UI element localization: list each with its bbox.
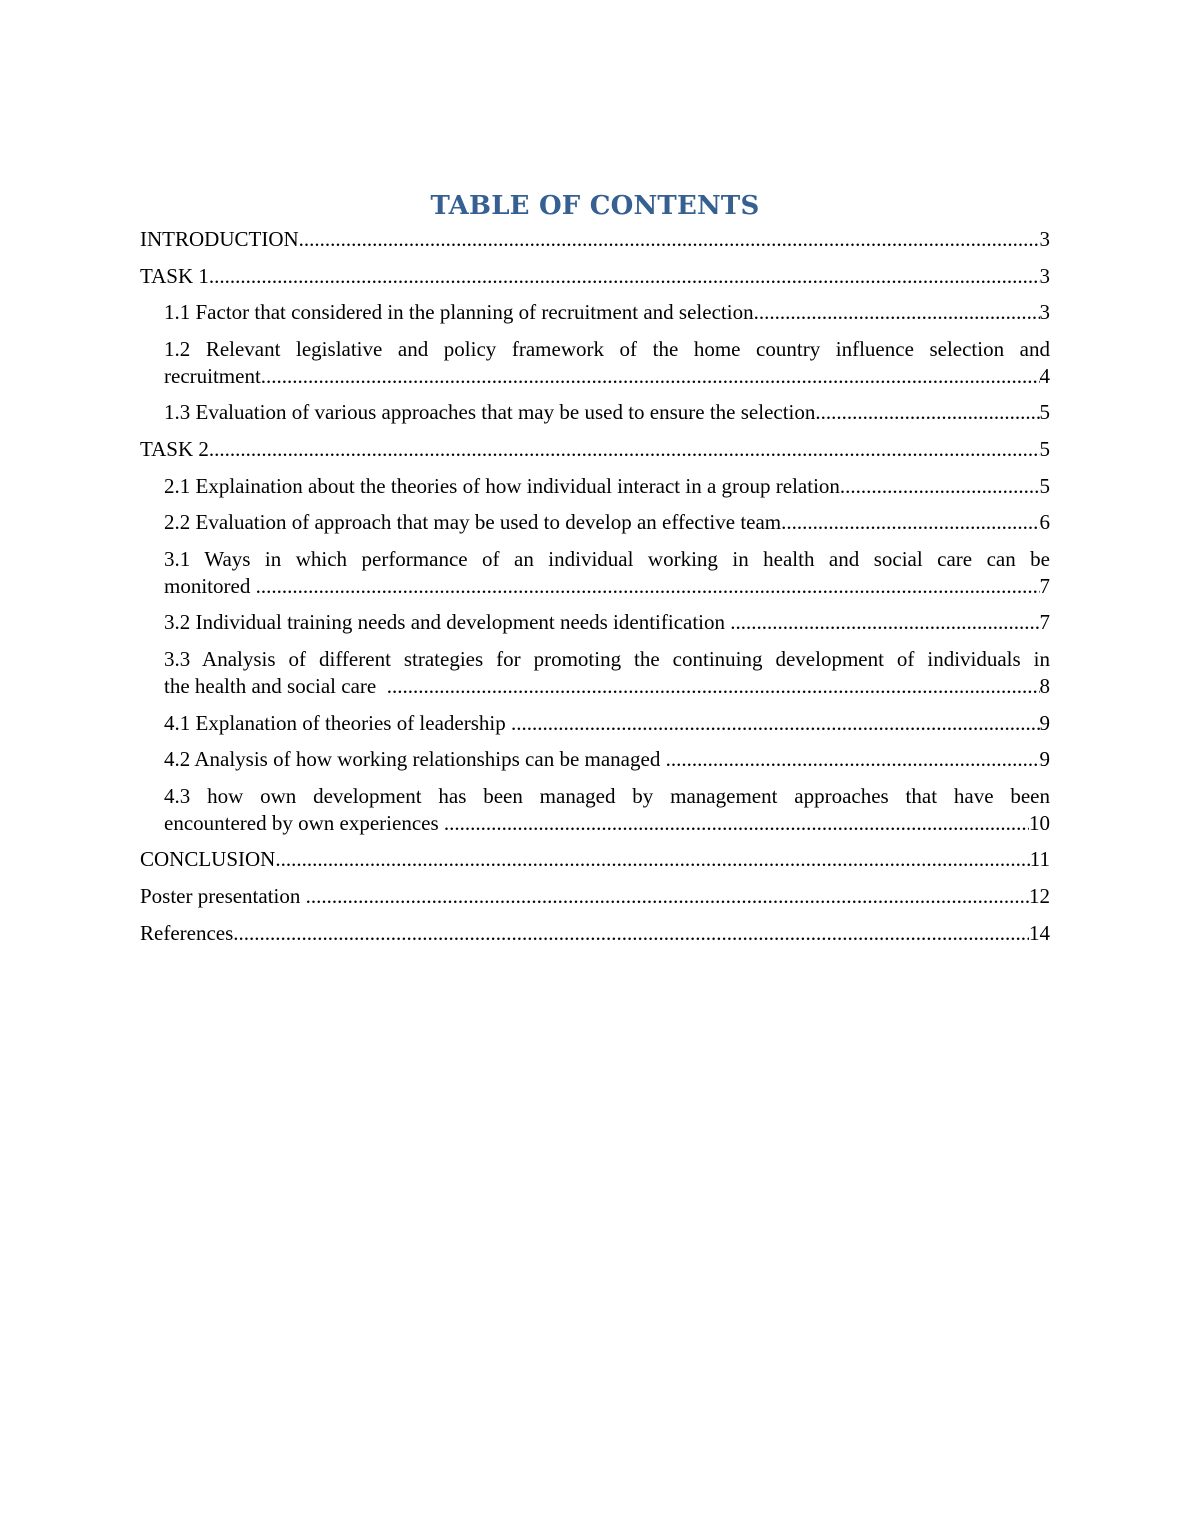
toc-entry-introduction[interactable] (140, 226, 1050, 253)
toc-page-number: 10 (1029, 810, 1050, 835)
toc-entry-4-2[interactable] (164, 746, 1050, 773)
dot-leader (666, 746, 1040, 773)
toc-entry-poster-presentation[interactable] (140, 883, 1050, 910)
toc-entry-1-1[interactable] (164, 299, 1050, 326)
toc-entry-task-2[interactable] (140, 436, 1050, 463)
toc-entry-text: 2.1 Explaination about the theories of how individual interact in a group relation (164, 473, 840, 498)
toc-page-number: 3 (1039, 227, 1050, 251)
toc-entry-text-line-2: the health and social care (164, 673, 387, 698)
dot-leader (815, 399, 1039, 426)
dot-leader (261, 363, 1040, 390)
toc-page-number: 7 (1039, 573, 1050, 598)
toc-entry-text: References (140, 920, 234, 945)
toc-entry-1-2[interactable] (164, 336, 1050, 390)
toc-entry-text: 1.3 Evaluation of various approaches that may be used to ensure the selection (164, 400, 816, 425)
dot-leader (754, 299, 1040, 326)
toc-entry-text: 4.2 Analysis of how working relationships can be managed (164, 747, 666, 772)
toc-entry-text-line-2: encountered by own experiences (164, 810, 444, 835)
toc-page-number: 8 (1039, 673, 1050, 698)
toc-entry-3-1[interactable] (164, 546, 1050, 600)
toc-page-number: 3 (1039, 300, 1050, 325)
toc-page-number: 4 (1039, 363, 1050, 388)
toc-entry-task-1[interactable] (140, 263, 1050, 290)
toc-entry-4-3[interactable] (164, 783, 1050, 837)
toc-entry-text-line-1: 4.3 how own development has been managed by management approaches that have been (164, 783, 1050, 808)
dot-leader (444, 810, 1029, 837)
toc-entry-4-1[interactable] (164, 710, 1050, 737)
dot-leader (306, 883, 1029, 910)
toc-page-number: 9 (1039, 747, 1050, 772)
toc-entry-text: INTRODUCTION (140, 227, 299, 251)
toc-entry-text-line-2: recruitment (164, 363, 261, 388)
dot-leader (387, 673, 1040, 700)
dot-leader (781, 509, 1039, 536)
toc-list (140, 226, 1050, 947)
toc-entry-2-1[interactable] (164, 473, 1050, 500)
toc-entry-text: 1.1 Factor that considered in the planning of recruitment and selection (164, 300, 754, 325)
toc-page-number: 5 (1039, 473, 1050, 498)
toc-page-number: 5 (1039, 436, 1050, 461)
dot-leader (299, 226, 1040, 253)
dot-leader (511, 710, 1040, 737)
toc-page-number: 9 (1039, 710, 1050, 735)
toc-entry-conclusion[interactable] (140, 846, 1050, 873)
toc-entry-1-3[interactable] (164, 399, 1050, 426)
toc-entry-text-line-1: 1.2 Relevant legislative and policy framework of the home country influence selection and (164, 336, 1050, 361)
toc-page-number: 6 (1039, 510, 1050, 535)
toc-page-number: 11 (1029, 847, 1050, 872)
toc-entry-text: TASK 2 (140, 436, 209, 461)
toc-page-number: 7 (1039, 610, 1050, 635)
toc-entry-3-3[interactable] (164, 646, 1050, 700)
dot-leader (275, 846, 1029, 873)
toc-entry-text: CONCLUSION (140, 847, 276, 872)
toc-entry-text-line-1: 3.1 Ways in which performance of an individual working in health and social care can be (164, 546, 1050, 571)
toc-entry-text: Poster presentation (140, 883, 306, 908)
toc-entry-text-line-2: monitored (164, 573, 256, 598)
toc-page-number: 14 (1029, 920, 1050, 945)
toc-entry-references[interactable] (140, 920, 1050, 947)
dot-leader (209, 436, 1040, 463)
toc-entry-text: 2.2 Evaluation of approach that may be used to develop an effective team (164, 510, 782, 535)
toc-entry-text-line-1: 3.3 Analysis of different strategies for promoting the continuing development of individuals in (164, 646, 1050, 671)
dot-leader (209, 263, 1040, 290)
toc-page-number: 3 (1039, 263, 1050, 288)
toc-entry-text: 4.1 Explanation of theories of leadership (164, 710, 511, 735)
table-of-contents (140, 186, 1050, 956)
dot-leader (730, 609, 1039, 636)
dot-leader (233, 920, 1029, 947)
toc-entry-text: 3.2 Individual training needs and development needs identification (164, 610, 731, 635)
dot-leader (256, 573, 1040, 600)
toc-heading: TABLE OF CONTENTS (430, 191, 760, 221)
toc-entry-text: TASK 1 (140, 263, 209, 288)
toc-entry-3-2[interactable] (164, 609, 1050, 636)
toc-entry-2-2[interactable] (164, 509, 1050, 536)
toc-page-number: 5 (1039, 400, 1050, 425)
dot-leader (840, 473, 1040, 500)
toc-page-number: 12 (1029, 883, 1050, 908)
